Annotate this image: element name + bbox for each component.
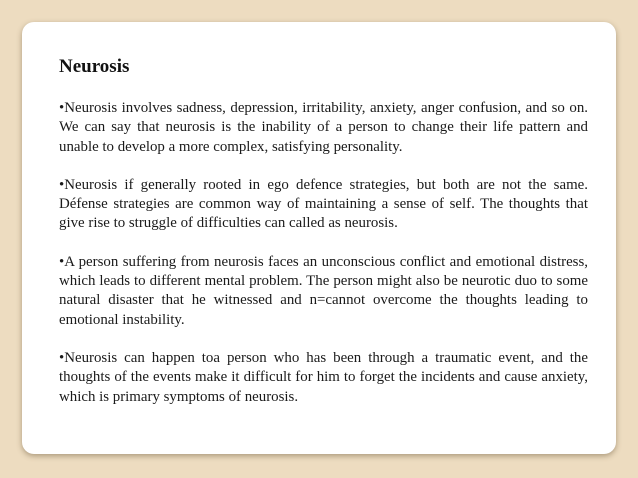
slide-card (22, 22, 616, 454)
paragraph-traumatic-event: •Neurosis can happen toa person who has been through a traumatic event, and the thoughts of the events make it difficult for him to forget the incidents and cause anxiety, which is primary symptoms of neurosis. (59, 349, 588, 405)
paragraph-unconscious-conflict: •A person suffering from neurosis faces an unconscious conflict and emotional distress, which leads to different mental problem. The person might also be neurotic duo to some natural disaster that he witnessed and n=cannot overcome the thoughts leading to emotional instability. (59, 253, 588, 328)
paragraph-defence-strategies: •Neurosis if generally rooted in ego defence strategies, but both are not the same. Défense strategies are common way of maintaining a sense of self. The thoughts that give rise to struggle of difficulties can called as neurosis. (59, 176, 588, 232)
slide-title: Neurosis (59, 56, 130, 77)
paragraph-symptoms: •Neurosis involves sadness, depression, irritability, anxiety, anger confusion, and so on. We can say that neurosis is the inability of a person to change their life pattern and unable to develop a more complex, satisfying personality. (59, 100, 588, 155)
slide-body (59, 99, 588, 426)
